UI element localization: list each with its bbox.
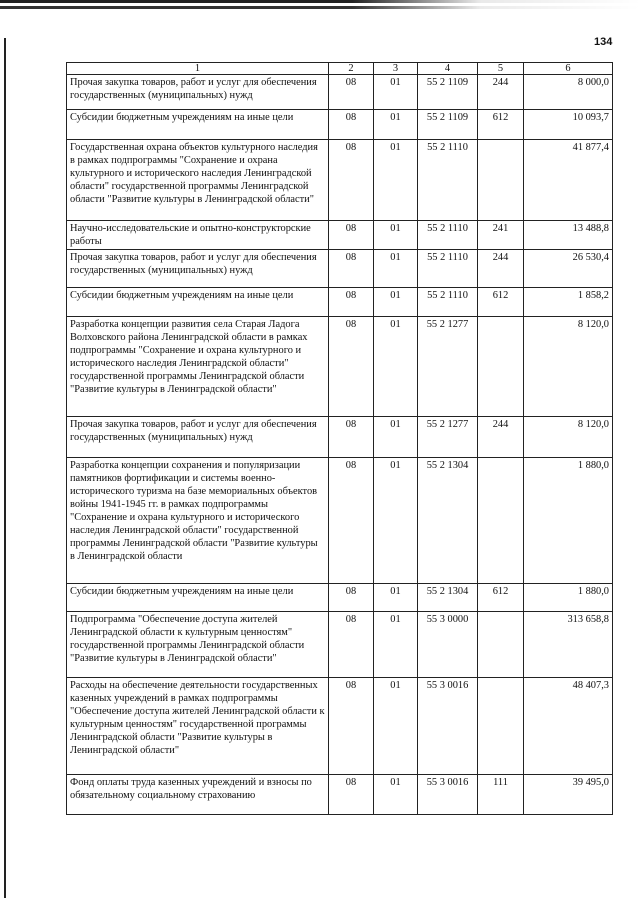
row-target-code: 55 2 1277	[418, 317, 478, 417]
row-target-code: 55 2 1110	[418, 221, 478, 250]
row-amount: 39 495,0	[524, 775, 613, 815]
row-target-code: 55 3 0000	[418, 612, 478, 678]
row-section: 08	[329, 678, 374, 775]
row-amount: 13 488,8	[524, 221, 613, 250]
budget-table	[66, 62, 613, 815]
row-subsection: 01	[374, 288, 418, 317]
row-expense-type: 111	[478, 775, 524, 815]
row-expense-type: 244	[478, 417, 524, 458]
row-expense-type: 612	[478, 584, 524, 612]
row-expense-type	[478, 458, 524, 584]
row-subsection: 01	[374, 417, 418, 458]
row-expense-type: 241	[478, 221, 524, 250]
row-subsection: 01	[374, 221, 418, 250]
column-header-1: 1	[67, 63, 329, 75]
row-name: Субсидии бюджетным учреждениям на иные цели	[67, 288, 329, 317]
row-section: 08	[329, 458, 374, 584]
row-subsection: 01	[374, 110, 418, 140]
row-section: 08	[329, 221, 374, 250]
row-expense-type	[478, 140, 524, 221]
row-amount: 313 658,8	[524, 612, 613, 678]
row-subsection: 01	[374, 140, 418, 221]
row-section: 08	[329, 110, 374, 140]
column-header-4: 4	[418, 63, 478, 75]
row-section: 08	[329, 584, 374, 612]
column-header-2: 2	[329, 63, 374, 75]
row-section: 08	[329, 140, 374, 221]
row-name: Разработка концепции сохранения и популяризации памятников фортификации и системы военно-исторического туризма на базе мемориальных объектов войны 1941-1945 гг. в рамках подпрограммы "Сохранение и охрана культурного и исторического наследия Ленинградской области" государственной программы Ленинградской области "Развитие культуры в Ленинградской области	[67, 458, 329, 584]
row-subsection: 01	[374, 678, 418, 775]
table-row	[67, 250, 613, 288]
row-section: 08	[329, 288, 374, 317]
row-section: 08	[329, 317, 374, 417]
table-row	[67, 110, 613, 140]
row-amount: 26 530,4	[524, 250, 613, 288]
row-expense-type: 612	[478, 288, 524, 317]
table-row	[67, 678, 613, 775]
column-number-row	[67, 63, 613, 75]
row-target-code: 55 2 1110	[418, 140, 478, 221]
row-amount: 41 877,4	[524, 140, 613, 221]
row-target-code: 55 3 0016	[418, 775, 478, 815]
row-amount: 8 000,0	[524, 75, 613, 110]
row-amount: 8 120,0	[524, 417, 613, 458]
table-row	[67, 75, 613, 110]
row-section: 08	[329, 775, 374, 815]
row-amount: 10 093,7	[524, 110, 613, 140]
row-amount: 1 880,0	[524, 584, 613, 612]
table-row	[67, 612, 613, 678]
row-amount: 1 858,2	[524, 288, 613, 317]
row-expense-type	[478, 317, 524, 417]
column-header-6: 6	[524, 63, 613, 75]
row-name: Фонд оплаты труда казенных учреждений и взносы по обязательному социальному страхованию	[67, 775, 329, 815]
row-subsection: 01	[374, 612, 418, 678]
row-subsection: 01	[374, 250, 418, 288]
table-row	[67, 417, 613, 458]
table-row	[67, 775, 613, 815]
row-expense-type: 244	[478, 250, 524, 288]
table-row	[67, 317, 613, 417]
row-section: 08	[329, 417, 374, 458]
row-target-code: 55 3 0016	[418, 678, 478, 775]
row-target-code: 55 2 1304	[418, 584, 478, 612]
row-target-code: 55 2 1277	[418, 417, 478, 458]
row-subsection: 01	[374, 775, 418, 815]
scan-top-border-fade	[0, 0, 640, 14]
row-section: 08	[329, 250, 374, 288]
row-name: Разработка концепции развития села Старая Ладога Волховского района Ленинградской области в рамках подпрограммы "Сохранение и охрана культурного и исторического наследия Ленинградской области" государственной программы Ленинградской области "Развитие культуры в Ленинградской области"	[67, 317, 329, 417]
row-target-code: 55 2 1109	[418, 110, 478, 140]
row-subsection: 01	[374, 75, 418, 110]
row-name: Государственная охрана объектов культурного наследия в рамках подпрограммы "Сохранение и охрана культурного и исторического наследия Ленинградской области" государственной программы Ленинградской области "Развитие культуры в Ленинградской области"	[67, 140, 329, 221]
row-expense-type: 244	[478, 75, 524, 110]
row-name: Субсидии бюджетным учреждениям на иные цели	[67, 110, 329, 140]
row-name: Расходы на обеспечение деятельности государственных казенных учреждений в рамках подпрограммы "Обеспечение доступа жителей Ленинградской области к культурным ценностям" государственной программы Ленинградской области "Развитие культуры в Ленинградской области"	[67, 678, 329, 775]
row-name: Прочая закупка товаров, работ и услуг для обеспечения государственных (муниципальных) нужд	[67, 250, 329, 288]
row-target-code: 55 2 1109	[418, 75, 478, 110]
scan-left-edge	[4, 38, 6, 898]
table-row	[67, 221, 613, 250]
row-name: Научно-исследовательские и опытно-конструкторские работы	[67, 221, 329, 250]
row-subsection: 01	[374, 584, 418, 612]
column-header-3: 3	[374, 63, 418, 75]
row-name: Прочая закупка товаров, работ и услуг для обеспечения государственных (муниципальных) нужд	[67, 417, 329, 458]
row-name: Прочая закупка товаров, работ и услуг для обеспечения государственных (муниципальных) нужд	[67, 75, 329, 110]
row-name: Подпрограмма "Обеспечение доступа жителей Ленинградской области к культурным ценностям" государственной программы Ленинградской области "Развитие культуры в Ленинградской области"	[67, 612, 329, 678]
row-section: 08	[329, 75, 374, 110]
table-row	[67, 584, 613, 612]
table-row	[67, 140, 613, 221]
row-expense-type	[478, 678, 524, 775]
row-target-code: 55 2 1110	[418, 250, 478, 288]
row-expense-type: 612	[478, 110, 524, 140]
row-amount: 48 407,3	[524, 678, 613, 775]
row-target-code: 55 2 1304	[418, 458, 478, 584]
page-number: 134	[594, 36, 613, 48]
row-name: Субсидии бюджетным учреждениям на иные цели	[67, 584, 329, 612]
row-target-code: 55 2 1110	[418, 288, 478, 317]
row-amount: 1 880,0	[524, 458, 613, 584]
row-subsection: 01	[374, 317, 418, 417]
row-section: 08	[329, 612, 374, 678]
table-row	[67, 458, 613, 584]
row-expense-type	[478, 612, 524, 678]
table-row	[67, 288, 613, 317]
row-subsection: 01	[374, 458, 418, 584]
column-header-5: 5	[478, 63, 524, 75]
row-amount: 8 120,0	[524, 317, 613, 417]
